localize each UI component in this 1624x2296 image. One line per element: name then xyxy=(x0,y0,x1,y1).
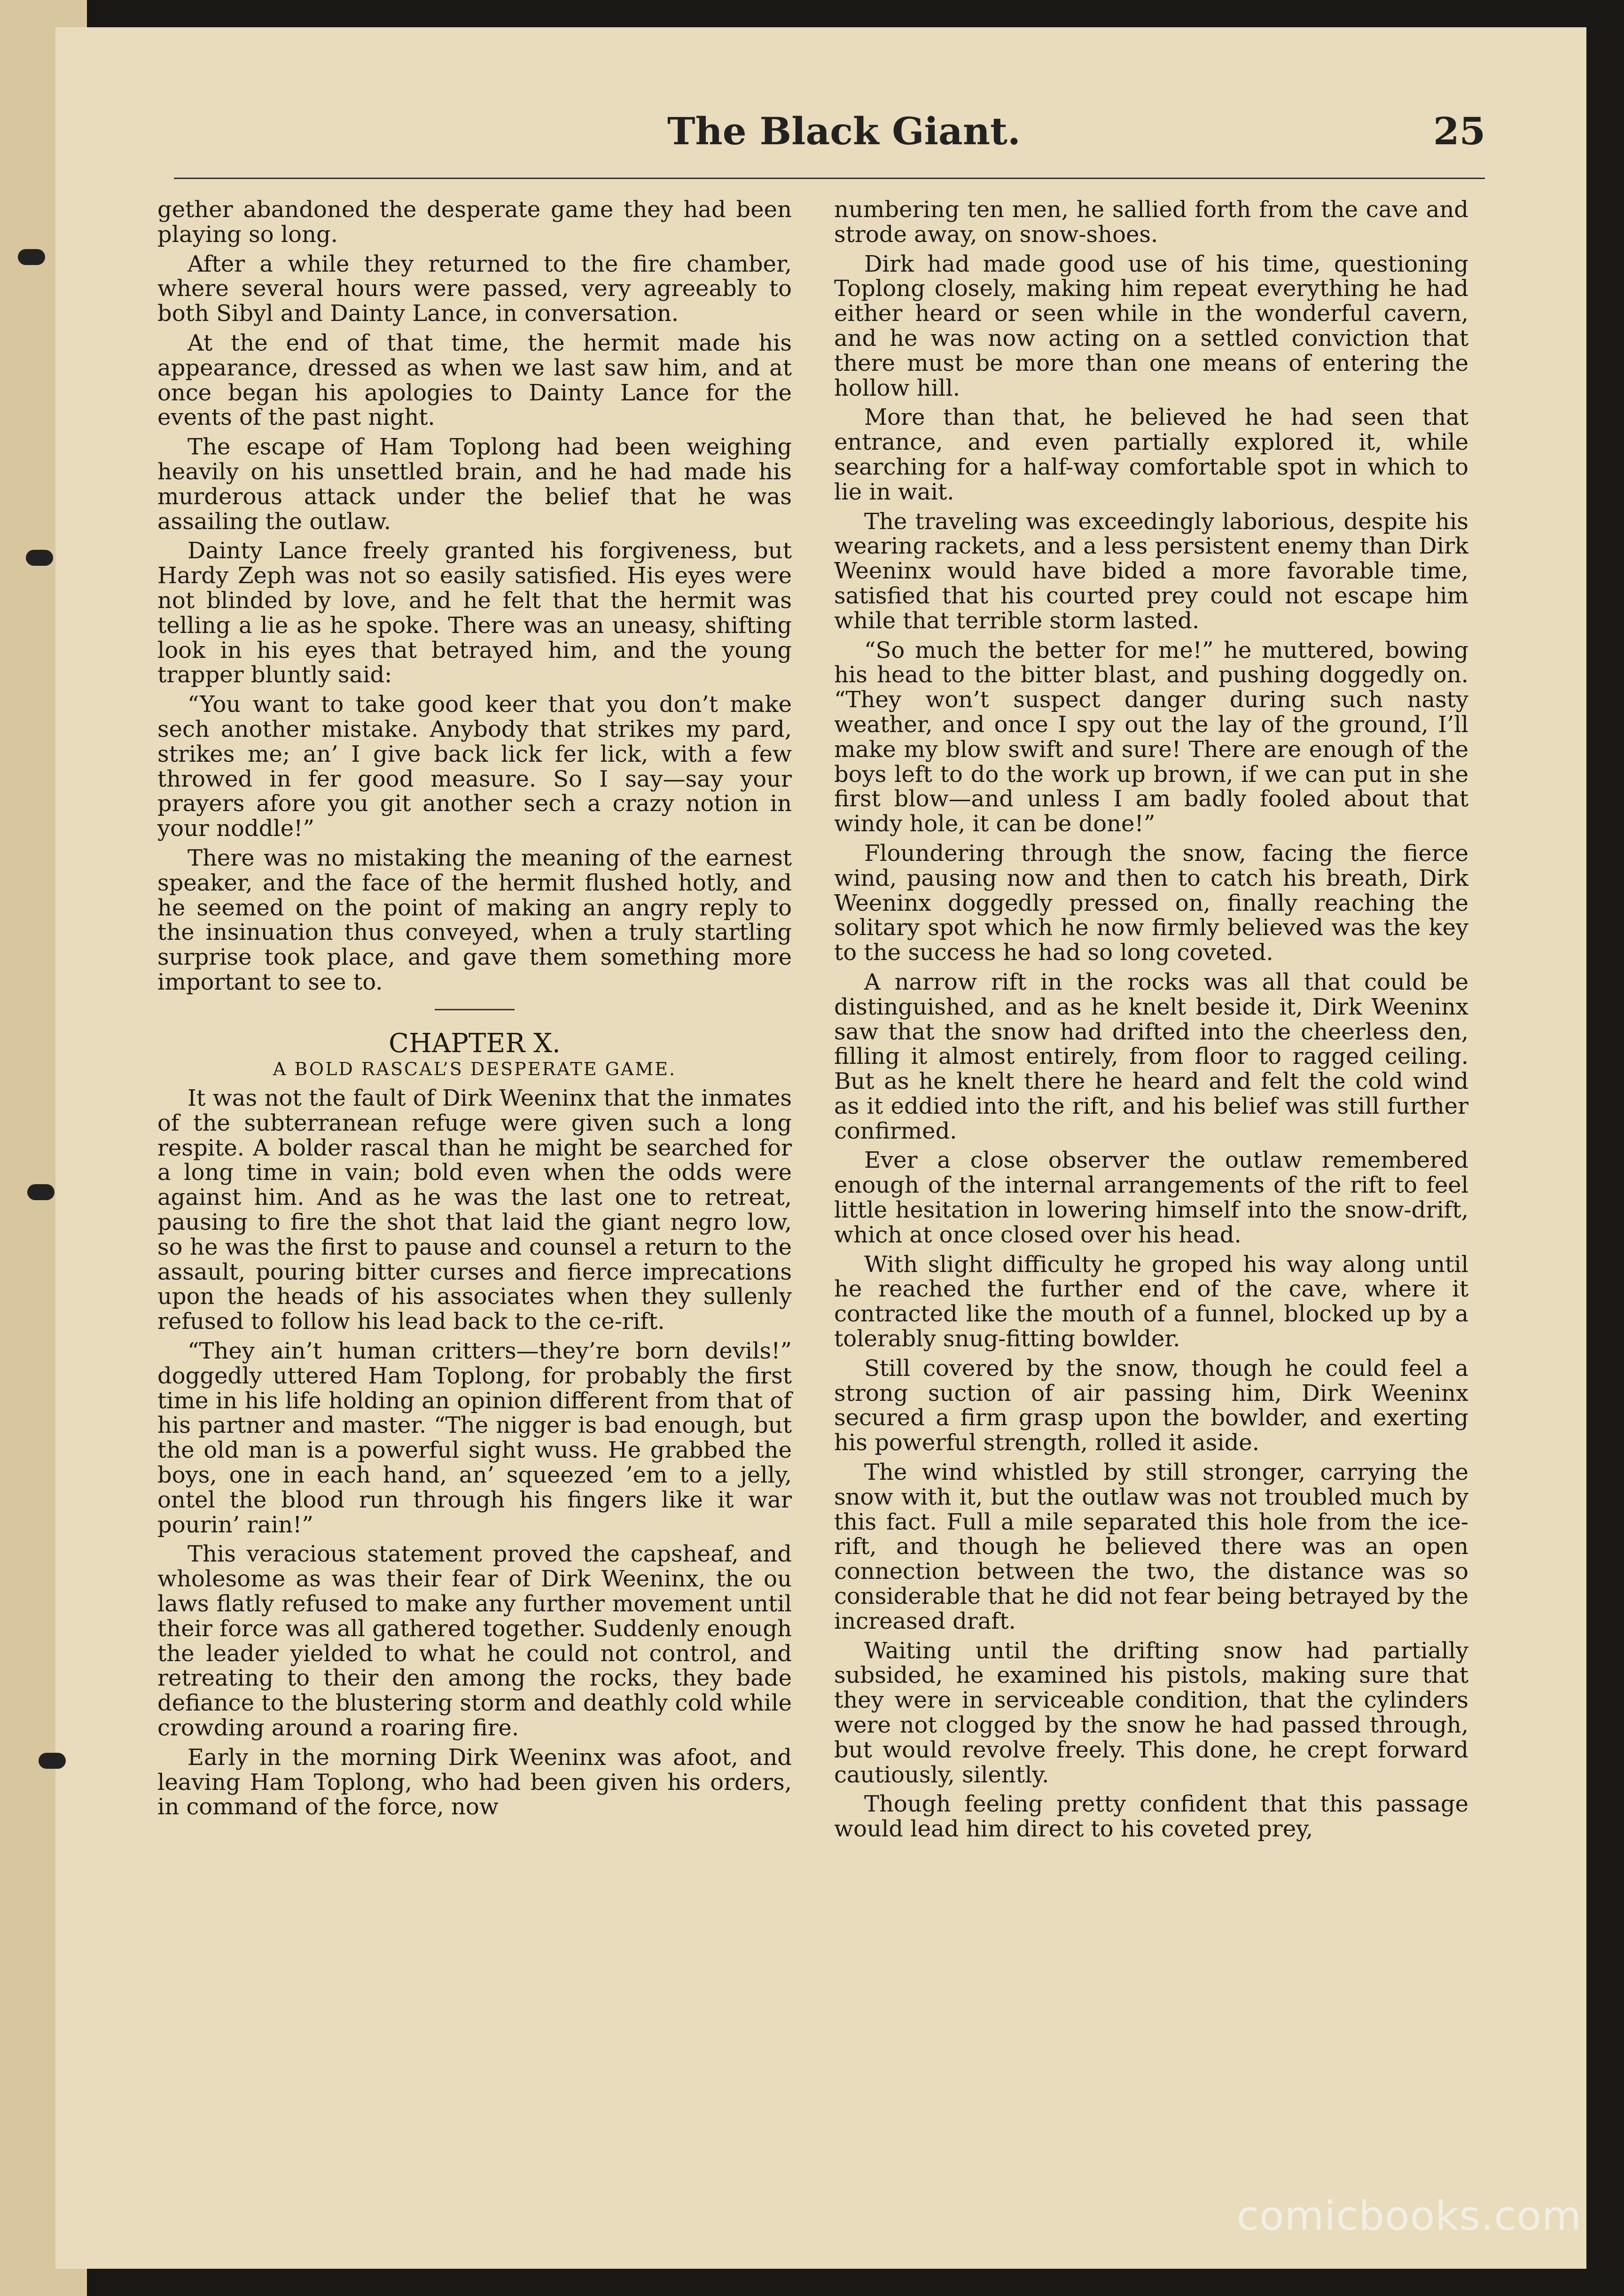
binding-mark xyxy=(27,1184,55,1200)
page-number: 25 xyxy=(1433,109,1486,153)
chapter-subtitle: A BOLD RASCAL’S DESPERATE GAME. xyxy=(273,1059,677,1080)
paragraph: Early in the morning Dirk Weeninx was afoot, and leaving Ham Toplong, who had been given his orders, in command of the force, now xyxy=(157,1744,792,1820)
right-column xyxy=(834,197,1468,1846)
left-column xyxy=(157,197,792,1824)
paragraph: “So much the better for me!” he muttered, bowing his head to the bitter blast, and pushing doggedly on. “They won’t suspect danger during such nasty weather, and once I spy out the lay of the ground, I’ll make my blow swift and sure! There are enough of the boys left to do the work up brown, if we can put in she first blow—and unless I am badly fooled about that windy hole, it can be done!” xyxy=(834,637,1468,837)
binding-mark xyxy=(18,249,45,265)
paragraph: Waiting until the drifting snow had partially subsided, he examined his pistols, making sure that they were in serviceable condition, that the cylinders were not clogged by the snow he had passed through, but would revolve freely. This done, he crept forward cautiously, silently. xyxy=(834,1637,1468,1788)
paragraph: “You want to take good keer that you don’t make sech another mistake. Anybody that strikes my pard, strikes me; an’ I give back lick fer lick, with a few throwed in fer good measure. So I say—say your prayers afore you git another sech a crazy notion in your noddle!” xyxy=(157,691,792,842)
paragraph: The wind whistled by still stronger, carrying the snow with it, but the outlaw was not troubled much by this fact. Full a mile separated this hole from the ice-rift, and though he believed there was an open connection between the two, the distance was so considerable that he did not fear being betrayed by the increased draft. xyxy=(834,1459,1468,1634)
paragraph: Dirk had made good use of his time, questioning Toplong closely, making him repeat everything he had either heard or seen while in the wonderful cavern, and he was now acting on a settled conviction that there must be more than one means of entering the hollow hill. xyxy=(834,250,1468,401)
paragraph: The traveling was exceedingly laborious, despite his wearing rackets, and a less persistent enemy than Dirk Weeninx would have bided a more favorable time, satisfied that his courted prey could not escape him while that terrible storm lasted. xyxy=(834,508,1468,634)
paragraph: This veracious statement proved the capsheaf, and wholesome as was their fear of Dirk Weeninx, the ou laws flatly refused to make any further movement until their force was all gathered together. Suddenly enough the leader yielded to what he could not control, and retreating to their den among the rocks, they bade defiance to the blustering storm and deathly cold while crowding around a roaring fire. xyxy=(157,1541,792,1742)
paragraph: After a while they returned to the fire chamber, where several hours were passed, very agreeably to both Sibyl and Dainty Lance, in conversation. xyxy=(157,250,792,327)
paragraph: The escape of Ham Toplong had been weighing heavily on his unsettled brain, and he had made his murderous attack under the belief that he was assailing the outlaw. xyxy=(157,434,792,535)
paragraph: Dainty Lance freely granted his forgiveness, but Hardy Zeph was not so easily satisfied. His eyes were not blinded by love, and he felt that the hermit was telling a lie as he spoke. There was an uneasy, shifting look in his eyes that betrayed him, and the young trapper bluntly said: xyxy=(157,538,792,688)
paragraph: Still covered by the snow, though he could feel a strong suction of air passing him, Dirk Weeninx secured a firm grasp upon the bowlder, and exerting his powerful strength, rolled it aside. xyxy=(834,1355,1468,1456)
running-head: The Black Giant. xyxy=(667,109,1021,153)
paragraph: A narrow rift in the rocks was all that could be distinguished, and as he knelt beside it, Dirk Weeninx saw that the snow had drifted into the cheerless den, filling it almost entirely, from floor to ragged ceiling. But as he knelt there he heard and felt the cold wind as it eddied into the rift, and his belief was still further confirmed. xyxy=(834,968,1468,1144)
header-rule xyxy=(174,178,1485,179)
binding-mark xyxy=(26,550,53,566)
watermark: comicbooks.com xyxy=(1236,2193,1582,2240)
paragraph: With slight difficulty he groped his way along until he reached the further end of the cave, where it contracted like the mouth of a funnel, blocked up by a tolerably snug-fitting bowlder. xyxy=(834,1251,1468,1352)
paragraph: gether abandoned the desperate game they had been playing so long. xyxy=(157,196,792,248)
binding-mark xyxy=(39,1753,66,1769)
chapter-title: CHAPTER X. xyxy=(389,1028,561,1059)
paragraph: Ever a close observer the outlaw remembered enough of the internal arrangements of the rift to feel little hesitation in lowering himself into the snow-drift, which at once closed over his head. xyxy=(834,1147,1468,1248)
paragraph: More than that, he believed he had seen that entrance, and even partially explored it, while searching for a half-way comfortable spot in which to lie in wait. xyxy=(834,404,1468,505)
paragraph: It was not the fault of Dirk Weeninx that the inmates of the subterranean refuge were given such a long respite. A bolder rascal than he might be searched for a long time in vain; bold even when the odds were against him. And as he was the last one to retreat, pausing to fire the shot that laid the giant negro low, so he was the first to pause and counsel a return to the assault, pouring bitter curses and fierce imprecations upon the heads of his associates when they sullenly refused to follow his lead back to the ce-rift. xyxy=(157,1085,792,1335)
paragraph: Though feeling pretty confident that this passage would lead him direct to his coveted prey, xyxy=(834,1791,1468,1843)
paragraph: numbering ten men, he sallied forth from the cave and strode away, on snow-shoes. xyxy=(834,196,1468,248)
paragraph: There was no mistaking the meaning of the earnest speaker, and the face of the hermit flushed hotly, and he seemed on the point of making an angry reply to the insinuation thus conveyed, when a truly startling surprise took place, and gave them something more important to see to. xyxy=(157,844,792,995)
paragraph: “They ain’t human critters—they’re born devils!” doggedly uttered Ham Toplong, for probably the first time in his life holding an opinion different from that of his partner and master. “The nigger is bad enough, but the old man is a powerful sight wuss. He grabbed the boys, one in each hand, an’ squeezed ’em to a jelly, ontel the blood run through his fingers like it war pourin’ rain!” xyxy=(157,1338,792,1538)
section-rule xyxy=(435,1009,515,1010)
paragraph: Floundering through the snow, facing the fierce wind, pausing now and then to catch his breath, Dirk Weeninx doggedly pressed on, finally reaching the solitary spot which he now firmly believed was the key to the success he had so long coveted. xyxy=(834,840,1468,966)
paragraph: At the end of that time, the hermit made his appearance, dressed as when we last saw him, and at once began his apologies to Dainty Lance for the events of the past night. xyxy=(157,329,792,431)
